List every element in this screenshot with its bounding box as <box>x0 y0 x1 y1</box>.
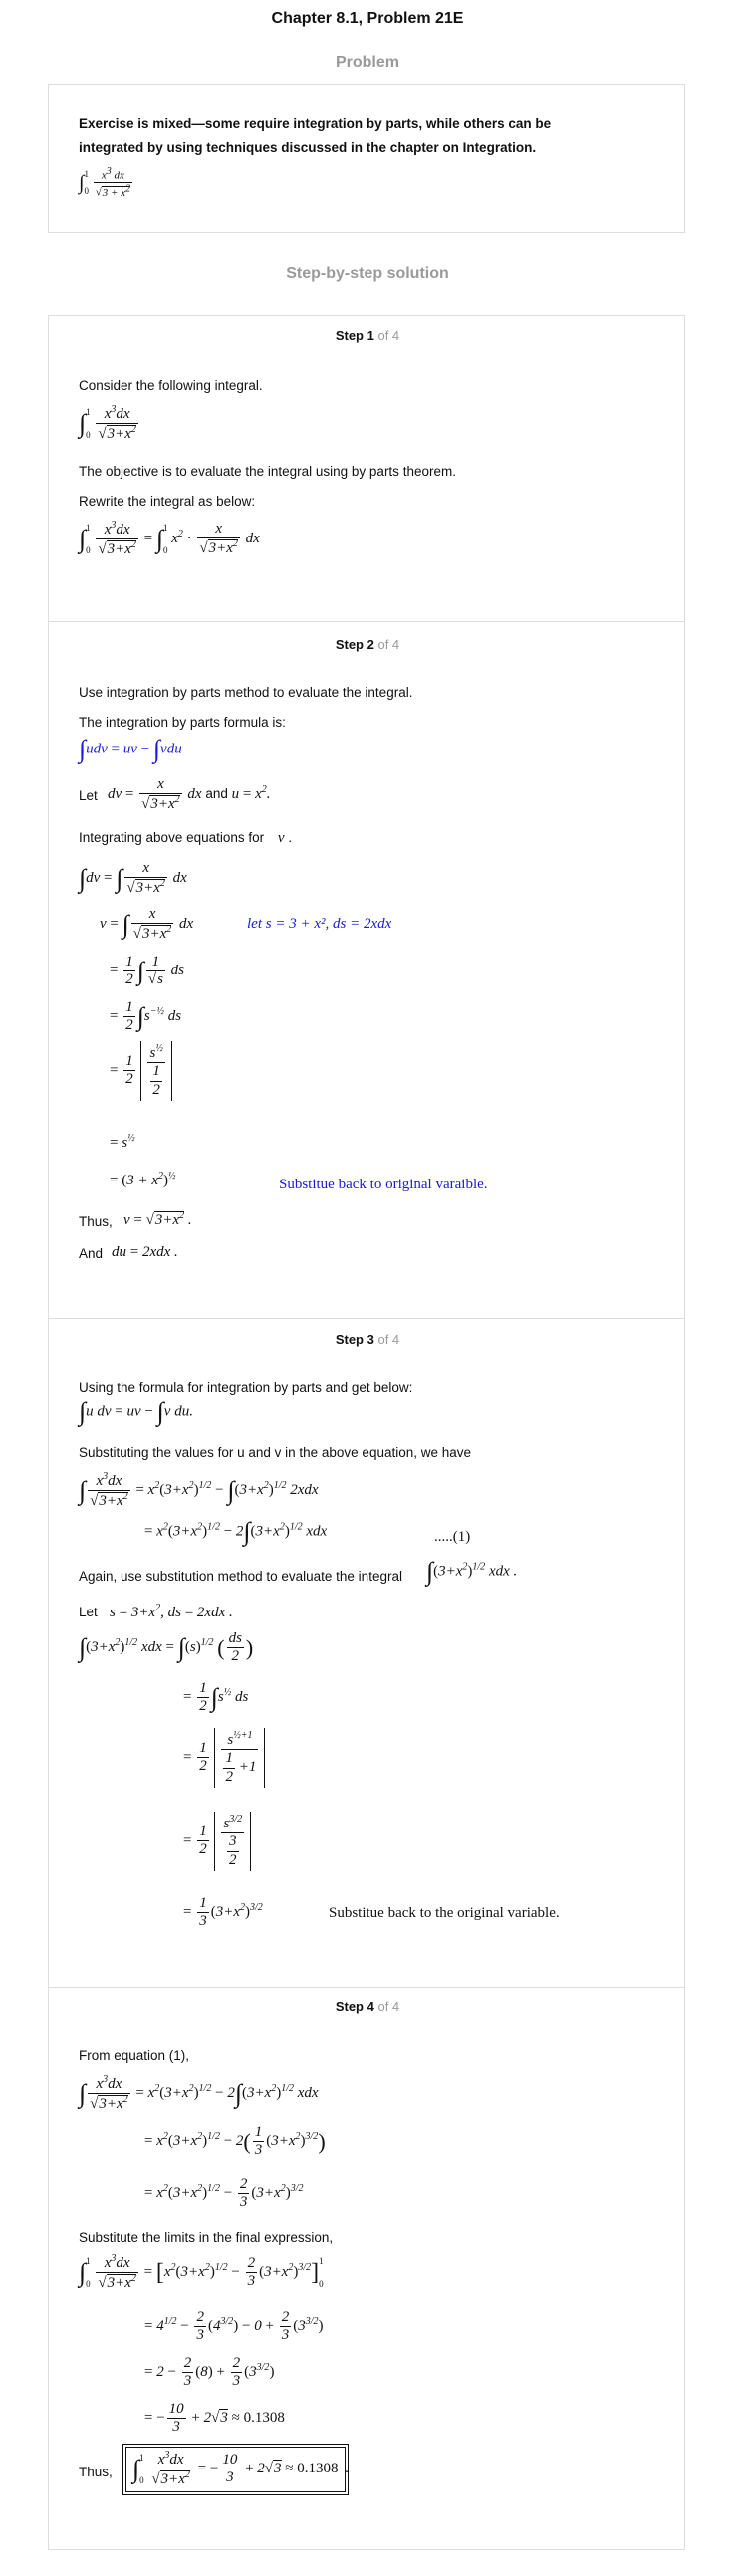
step-4-eq-5: = $4^{1/2}$ − $\frac{2}{3}$ $(4^{3/2}) - 0$ + $\frac{2}{3}$ $(3^{3/2})$ <box>144 2309 324 2344</box>
step-4-text-1: From equation (1), <box>79 2048 190 2063</box>
step-3-let-expr: $s = 3+x^2$, ds = 2xdx . <box>110 1603 233 1620</box>
step-2-integrating: Integrating above equations for v . <box>79 830 293 846</box>
step-3-formula: ∫u dv = uv − ∫v du. <box>79 1397 193 1426</box>
step-2-thus-expr: $v = √3+x^2$ . <box>123 1210 192 1228</box>
step-2-eq-4: = $\frac{1}{2}$ $\int s^{-\frac{1}{2}}$ ds <box>110 999 182 1034</box>
step-2-eq-2: v = ∫ $\frac{x}{√3+x^2}$ dx <box>100 906 194 943</box>
step-4-eq-2: = $x^2(3+x^2)^{1/2} - 2$( $\frac{1}{3}$ $(3+x^2)^{3/2}$) <box>144 2124 326 2159</box>
step-3-divider <box>48 1318 685 1319</box>
step-4-eq-6: = 2 − $\frac{2}{3}$ (8) + $\frac{2}{3}$ $(3^{3/2})$ <box>144 2355 275 2390</box>
step-2-let: Let <box>79 788 98 803</box>
step-3-eq-1: ∫ $\frac{x^3dx}{√3+x^2}$ = $x^2(3+x^2)^{1/2} - \int(3+x^2)^{1/2}$ 2xdx <box>79 1471 319 1510</box>
step-4-eq-7: = − $\frac{10}{3}$ + 2√3 ≈ 0.1308 <box>144 2401 285 2436</box>
step-2-and: And <box>79 1246 104 1261</box>
step-2-thus: Thus, <box>79 1214 113 1229</box>
step-2-title: Step 2 of 4 <box>335 637 400 652</box>
step-3-text-3: Again, use substitution method to evaluate the integral <box>79 1569 402 1584</box>
problem-integral: ∫ 1 0 $\frac{x^3 dx}{√3 + x^2}$ <box>79 166 131 199</box>
step-4-eq-1: ∫ $\frac{x^3dx}{√3+x^2}$ = $x^2(3+x^2)^{1/2} - 2\int(3+x^2)^{1/2}$ xdx <box>79 2074 319 2113</box>
solution-heading: Step-by-step solution <box>286 265 449 282</box>
step-2-eq-5: = $\frac{1}{2}$ $\frac{s^{\frac{1}{2}}}{\frac{1}{2}}$ <box>110 1041 172 1101</box>
step-3-text-3-expr: $\int(3+x^2)^{1/2}$ xdx . <box>426 1557 518 1586</box>
step-2-eq-6: = $s^{\frac{1}{2}}$ <box>110 1133 135 1151</box>
step-2-eq-3: = $\frac{1}{2}$ ∫ $\frac{1}{√s}$ ds <box>110 954 185 988</box>
step-1-rewrite: ∫ 1 0 $\frac{x^3dx}{√3+x^2}$ = ∫ 1 0 $x^2$ · $\frac{x}{√3+x^2}$ dx <box>79 520 260 558</box>
problem-heading: Problem <box>335 54 399 71</box>
step-4-text-2: Substitute the limits in the final expression, <box>79 2230 334 2245</box>
step-3-eq-4: = $\frac{1}{2}$ $\int s^{\frac{1}{2}}$ ds <box>183 1680 249 1715</box>
step-3-text-2: Substituting the values for u and v in the above equation, we have <box>79 1445 472 1460</box>
step-4-final-answer: ∫ 1 0 $\frac{x^3dx}{√3+x^2}$ = − $\frac{10}{3}$ + 2√3 ≈ 0.1308 . <box>125 2447 349 2492</box>
step-3-eq-2: = $x^2(3+x^2)^{1/2} - 2\int(3+x^2)^{1/2}$ xdx <box>144 1517 328 1546</box>
step-3-back-note: Substitue back to the original variable. <box>329 1905 560 1921</box>
step-3-text-1: Using the formula for integration by parts and get below: <box>79 1380 413 1395</box>
step-2-sub-note: let s = 3 + x², ds = 2xdx <box>247 916 392 932</box>
step-1-title: Step 1 of 4 <box>335 328 400 343</box>
step-2-and-expr: du = 2xdx . <box>112 1244 178 1260</box>
step-3-eq-6: = $\frac{1}{2}$ $\frac{s^{3/2}}{\frac{3}{2}}$ <box>183 1812 251 1871</box>
step-1-text-2: The objective is to evaluate the integral using by parts theorem. <box>79 464 456 479</box>
step-2-text-2: The integration by parts formula is: <box>79 715 286 730</box>
problem-box <box>48 84 685 233</box>
step-3-eq-5: = $\frac{1}{2}$ $s^{\frac{1}{2}+1}$ $\frac{1}{2}$ +1 <box>183 1728 265 1788</box>
step-1-text-1: Consider the following integral. <box>79 378 263 393</box>
step-2-divider <box>48 621 685 622</box>
step-3-let: Let <box>79 1605 98 1619</box>
step-1-integral: ∫ 1 0 $\frac{x^3dx}{√3+x^2}$ <box>79 404 136 443</box>
step-3-eq-tag: .....(1) <box>434 1529 471 1545</box>
step-4-thus: Thus, <box>79 2465 113 2479</box>
step-2-formula: ∫udv = uv − ∫vdu <box>79 735 182 763</box>
step-1-text-3: Rewrite the integral as below: <box>79 494 256 509</box>
step-3-eq-3: $\int(3+x^2)^{1/2}$ xdx = $\int(s)^{1/2}$ ( $\frac{ds}{2}$ ) <box>79 1630 254 1665</box>
step-2-let-expr: dv = $\frac{x}{√3+x^2}$ dx and $u = x^2$. <box>108 776 271 813</box>
problem-text: Exercise is mixed—some require integration by parts, while others can be integrated by using techniques discussed in the chapter on Integration. <box>79 116 552 155</box>
step-3-eq-7: = $\frac{1}{3}$ $(3+x^2)^{3/2}$ <box>183 1895 263 1930</box>
step-4-eq-3: = $x^2(3+x^2)^{1/2}$ − $\frac{2}{3}$ $(3+x^2)^{3/2}$ <box>144 2176 304 2211</box>
step-2-back-note: Substitue back to original varaible. <box>279 1177 488 1192</box>
step-3-title: Step 3 of 4 <box>335 1332 400 1347</box>
step-2-eq-7: = $(3 + x^2)^{\frac{1}{2}}$ <box>110 1171 176 1188</box>
step-2-eq-1: ∫dv = ∫ $\frac{x}{√3+x^2}$ dx <box>79 860 187 897</box>
step-4-eq-4: ∫ 1 0 $\frac{x^3dx}{√3+x^2}$ = [$x^2(3+x^2)^{1/2}$ − $\frac{2}{3}$ $(3+x^2)^{3/2}$] 1 0 <box>79 2254 324 2292</box>
step-2-text-1: Use integration by parts method to evaluate the integral. <box>79 685 413 700</box>
page-title: Chapter 8.1, Problem 21E <box>271 10 464 27</box>
step-4-divider <box>48 1987 685 1988</box>
step-4-title: Step 4 of 4 <box>335 1999 400 2014</box>
